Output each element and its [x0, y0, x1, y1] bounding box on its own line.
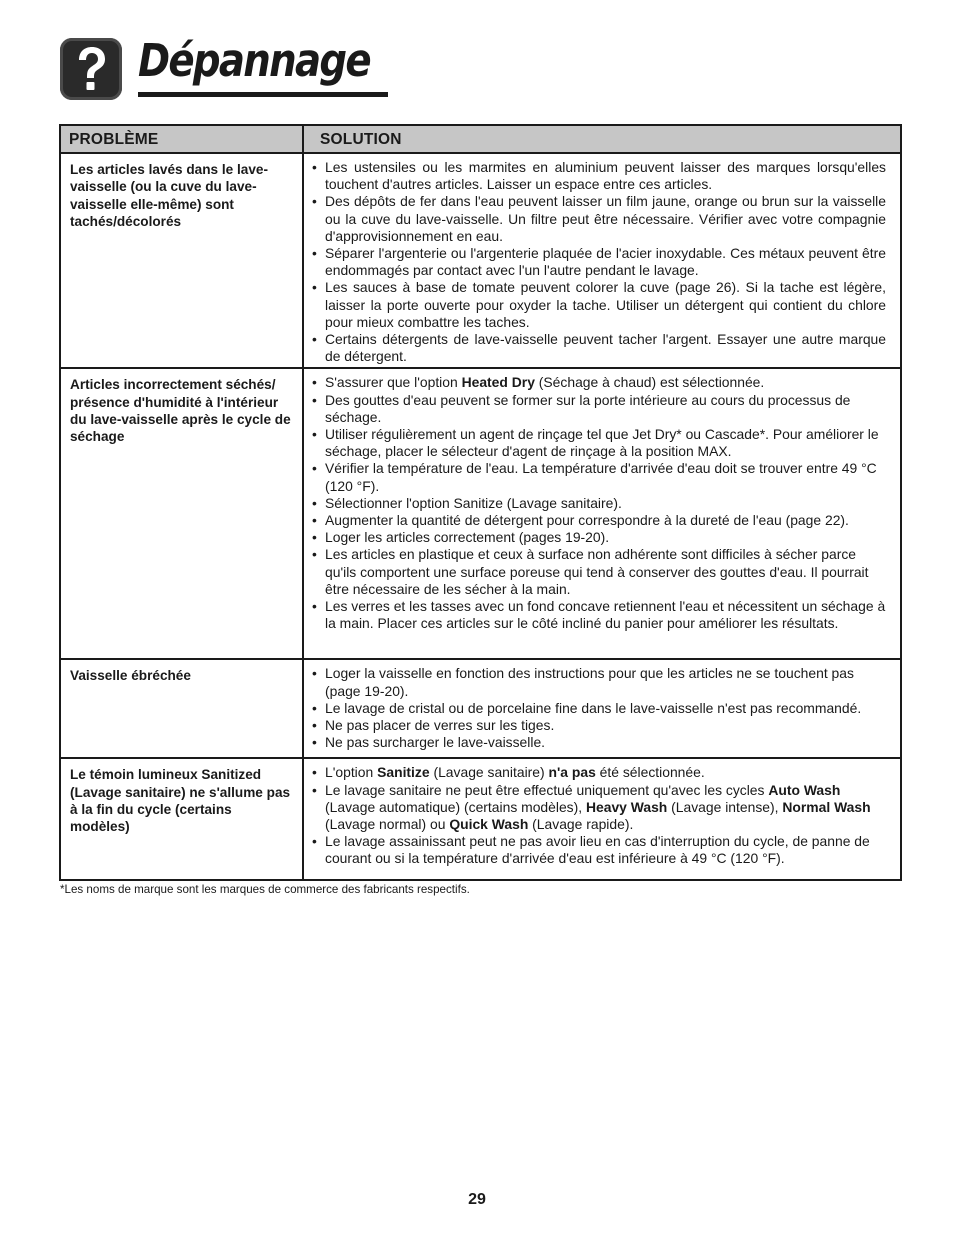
solution-text: Vérifier la température de l'eau. La température d'arrivée d'eau doit se trouver entre 49 °C (120 °F). [325, 460, 877, 494]
solution-text: Augmenter la quantité de détergent pour correspondre à la dureté de l'eau (page 22). [325, 512, 849, 529]
footnote: *Les noms de marque sont les marques de commerce des fabricants respectifs. [60, 883, 470, 896]
solution-text: S'assurer que l'option [325, 374, 462, 391]
solution-text-bold: Sanitize [377, 764, 430, 781]
solution-item [311, 665, 886, 699]
table-row [60, 153, 901, 368]
solution-item [311, 598, 886, 632]
solution-item [311, 374, 886, 391]
solution-item [311, 512, 886, 529]
solution-item [311, 193, 886, 245]
table-header-row [60, 125, 901, 153]
solution-item [311, 159, 886, 193]
solution-item [311, 426, 886, 460]
solution-list [311, 374, 886, 632]
solution-item [311, 279, 886, 331]
solution-cell [303, 153, 901, 368]
question-mark-icon [60, 38, 122, 100]
solution-item [311, 495, 886, 512]
solution-text: été sélectionnée. [595, 764, 705, 781]
solution-text-bold: Heavy Wash [585, 798, 668, 815]
solution-text: (Séchage à chaud) est sélectionnée. [534, 374, 765, 391]
solution-text: Utiliser régulièrement un agent de rinçage tel que Jet Dry* ou Cascade*. Pour améliorer le séchage, placer le sélecteur d'agent de rinçage à la position MAX. [325, 426, 879, 460]
solution-list [311, 159, 886, 365]
solution-item [311, 460, 886, 494]
solution-item [311, 546, 886, 598]
solution-item [311, 700, 886, 717]
page-header [60, 36, 460, 106]
solution-text: (Lavage normal) ou [325, 816, 450, 833]
solution-text: Les verres et les tasses avec un fond concave retiennent l'eau et nécessitent un séchage à la main. Placer ces articles sur le côté incliné du panier pour améliorer les résultats. [325, 598, 886, 632]
solution-text: Loger la vaisselle en fonction des instructions pour que les articles ne se touchent pas (page 19-20). [325, 665, 854, 699]
solution-text-bold: Auto Wash [768, 781, 841, 798]
solution-text-bold: Normal Wash [782, 798, 871, 815]
solution-text: (Lavage rapide). [528, 816, 634, 833]
solution-text: (Lavage sanitaire) [429, 764, 549, 781]
problem-cell: Le témoin lumineux Sanitized (Lavage sanitaire) ne s'allume pas à la fin du cycle (certains modèles) [60, 758, 303, 880]
solution-text-bold: Quick Wash [449, 816, 529, 833]
solution-item [311, 331, 886, 365]
solution-text: Sélectionner l'option Sanitize (Lavage sanitaire). [325, 494, 622, 511]
solution-text: Ne pas surcharger le lave-vaisselle. [325, 734, 546, 751]
solution-text-bold: n'a pas [548, 764, 596, 781]
solution-text: Les sauces à base de tomate peuvent colorer la cuve (page 26). Si la tache est légère, laisser la porte ouverte pour oxyder la tache. Utiliser un détergent qui contient du chlore pour mieux combattre les taches. [325, 279, 886, 330]
solution-text: L'option [325, 764, 378, 781]
solution-list [311, 665, 886, 751]
problem-cell: Vaisselle ébréchée [60, 659, 303, 758]
solution-text: Les ustensiles ou les marmites en aluminium peuvent laisser des marques lorsqu'elles touchent d'autres articles. Laisser un espace entre ces articles. [325, 159, 886, 193]
solution-item [311, 392, 886, 426]
solution-text: Des dépôts de fer dans l'eau peuvent laisser un film jaune, orange ou brun sur la vaisselle ou la cuve du lave-vaisselle. Un filtre peut être nécessaire. Vérifier avec votre compagnie d'approvisionnement en eau. [325, 193, 886, 244]
solution-cell [303, 368, 901, 659]
problem-cell: Articles incorrectement séchés/ présence d'humidité à l'intérieur du lave-vaisselle après le cycle de séchage [60, 368, 303, 659]
solution-item [311, 833, 886, 867]
solution-text: Des gouttes d'eau peuvent se former sur la porte intérieure au cours du processus de séchage. [325, 391, 851, 425]
solution-text: Le lavage assainissant peut ne pas avoir lieu en cas d'interruption du cycle, de panne de courant ou si la température d'arrivée d'eau est inférieure à 49 °C (120 °F). [325, 833, 870, 867]
column-header-solution: SOLUTION [303, 125, 901, 153]
problem-cell: Les articles lavés dans le lave-vaisselle (ou la cuve du lave-vaisselle elle-même) sont tachés/décolorés [60, 153, 303, 368]
solution-item [311, 734, 886, 751]
solution-item [311, 529, 886, 546]
solution-item [311, 782, 886, 834]
solution-item [311, 717, 886, 734]
solution-text: Le lavage de cristal ou de porcelaine fine dans le lave-vaisselle n'est pas recommandé. [325, 699, 862, 716]
solution-text: (Lavage intense), [667, 798, 783, 815]
solution-list [311, 764, 886, 867]
solution-text-bold: Heated Dry [461, 374, 535, 391]
table-row [60, 368, 901, 659]
solution-cell [303, 758, 901, 880]
solution-item [311, 764, 886, 781]
solution-text: Séparer l'argenterie ou l'argenterie plaquée de l'acier inoxydable. Ces métaux peuvent être endommagés par contact avec l'un l'autre pendant le lavage. [325, 245, 886, 279]
column-header-problem: PROBLÈME [60, 125, 303, 153]
troubleshooting-table [59, 124, 902, 881]
table-row [60, 659, 901, 758]
solution-text: Les articles en plastique et ceux à surface non adhérente sont difficiles à sécher parce qu'ils comportent une surface poreuse qui tend à conserver des gouttes d'eau. Il pourrait être nécessaire de les sécher à la main. [325, 546, 869, 597]
solution-text: (Lavage automatique) (certains modèles), [325, 798, 586, 815]
solution-item [311, 245, 886, 279]
solution-text: Le lavage sanitaire ne peut être effectué uniquement qu'avec les cycles [325, 781, 769, 798]
page-title: Dépannage [138, 34, 370, 87]
page-number: 29 [468, 1191, 486, 1208]
solution-text: Loger les articles correctement (pages 19-20). [325, 529, 610, 546]
table-row [60, 758, 901, 880]
title-underline [138, 92, 388, 97]
solution-text: Certains détergents de lave-vaisselle peuvent tacher l'argent. Essayer une autre marque de détergent. [325, 331, 886, 365]
solution-text: Ne pas placer de verres sur les tiges. [325, 717, 555, 734]
solution-cell [303, 659, 901, 758]
